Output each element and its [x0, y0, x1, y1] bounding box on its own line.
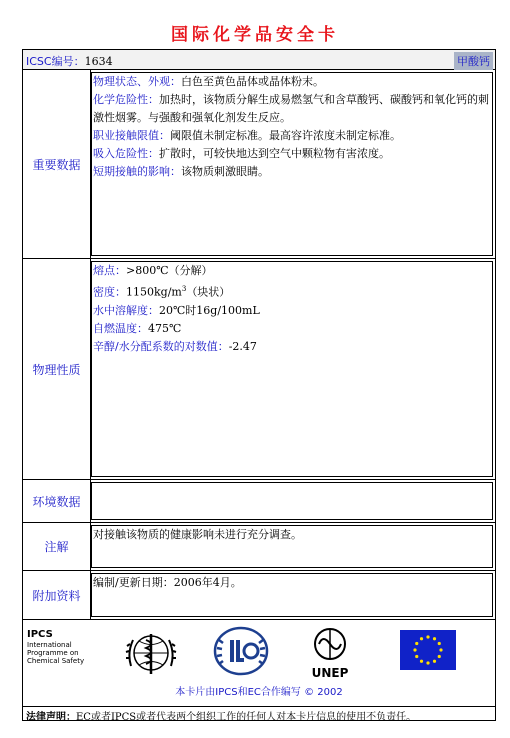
physical-item-key: 水中溶解度： — [93, 303, 159, 317]
card-header — [23, 50, 495, 70]
important-item-value: 该物质刺激眼睛。 — [181, 165, 269, 178]
important-frame — [91, 72, 493, 256]
important-item-key: 吸入危险性： — [93, 147, 159, 160]
eu-star-icon — [426, 661, 429, 664]
safety-card — [22, 49, 496, 721]
physical-item-value: -2.47 — [228, 339, 257, 353]
additional-frame — [91, 573, 493, 617]
section-physical — [23, 259, 495, 480]
icsc-label: ICSC编号：1634 — [26, 55, 113, 68]
important-item-value: 白色至黄色晶体或晶体粉末。 — [181, 75, 324, 88]
section-label-environment: 环境数据 — [23, 480, 91, 522]
important-item-value: 扩散时，可较快地达到空气中颗粒物有害浓度。 — [159, 147, 390, 160]
eu-star-icon — [420, 660, 423, 663]
eu-star-icon — [439, 648, 442, 651]
physical-item-value: 475℃ — [148, 321, 182, 335]
eu-star-icon — [420, 637, 423, 640]
section-body-additional: 编制/更新日期：2006年4月。 — [93, 576, 242, 589]
physical-item-sup: 3 — [181, 285, 187, 293]
footer-credit: 本卡片由IPCS和EC合作编写 © 2002 — [175, 687, 343, 698]
important-item-value: 阈限值未制定标准。最高容许浓度未制定标准。 — [170, 129, 401, 142]
environment-frame — [91, 482, 493, 520]
physical-item-value: >800℃（分解） — [126, 264, 213, 277]
physical-item-value: 20℃时16g/100mL — [159, 303, 260, 317]
section-notes — [23, 523, 495, 571]
ilo-emblem-icon — [213, 626, 269, 676]
eu-star-icon — [413, 648, 416, 651]
section-body-notes: 对接触该物质的健康影响未进行充分调查。 — [93, 528, 302, 541]
important-item-key: 化学危险性： — [93, 93, 159, 106]
unep-label: UNEP — [311, 666, 349, 680]
important-item-key: 职业接触限值： — [93, 129, 170, 142]
section-additional — [23, 571, 495, 620]
eu-star-icon — [438, 642, 441, 645]
chemical-name: 甲酸钙 — [454, 52, 493, 70]
physical-item-value: 1150kg/m — [126, 285, 182, 299]
section-label-additional: 附加资料 — [23, 571, 91, 619]
physical-item-key: 密度： — [93, 285, 126, 299]
physical-item-key: 熔点： — [93, 264, 126, 277]
eu-star-icon — [433, 660, 436, 663]
icsc-number: 1634 — [84, 55, 113, 68]
eu-star-icon — [438, 655, 441, 658]
important-item-value: 加热时，该物质分解生成易燃氢气和含草酸钙、碳酸钙和氧化钙的刺激性烟雾。与强酸和强氧化剂发生反应。 — [93, 93, 489, 124]
eu-star-icon — [426, 635, 429, 638]
ipcs-logo: IPCS International Programme on Chemical Safety — [27, 629, 85, 665]
eu-star-icon — [433, 637, 436, 640]
unep-emblem-icon — [305, 624, 355, 680]
important-item-key: 物理状态、外观： — [93, 75, 181, 88]
section-label-notes: 注解 — [23, 523, 91, 570]
eu-star-icon — [415, 642, 418, 645]
section-important — [23, 70, 495, 259]
physical-frame — [91, 261, 493, 477]
section-label-physical: 物理性质 — [23, 259, 91, 479]
legal-notice — [23, 707, 495, 721]
physical-item-tail: （块状） — [186, 285, 231, 299]
who-emblem-icon — [123, 626, 179, 680]
eu-star-icon — [415, 655, 418, 658]
logo-footer — [23, 620, 495, 707]
physical-item-key: 自燃温度： — [93, 321, 148, 335]
physical-item-key: 辛醇/水分配系数的对数值： — [93, 339, 229, 353]
notes-frame — [91, 525, 493, 568]
card-title: 国际化学品安全卡 — [171, 25, 339, 45]
eu-flag-icon — [400, 630, 456, 670]
section-environment — [23, 480, 495, 523]
important-item-key: 短期接触的影响： — [93, 165, 181, 178]
legal-text: EC或者IPCS或者代表两个组织工作的任何人对本卡片信息的使用不负责任。 — [76, 712, 417, 723]
section-label-important: 重要数据 — [23, 70, 91, 258]
legal-label: 法律声明： — [26, 712, 76, 723]
